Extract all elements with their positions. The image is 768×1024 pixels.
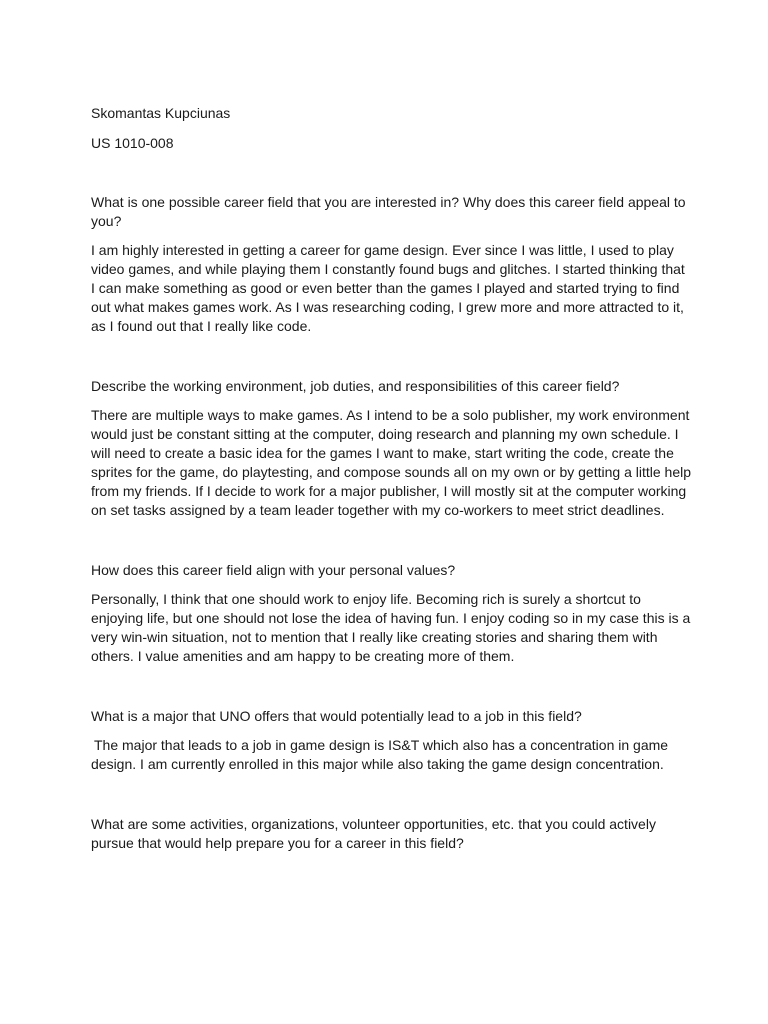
section-uno-major [91, 707, 691, 774]
question-text: What are some activities, organizations, volunteer opportunities, etc. that you could actively pursue that would help prepare you for a career in this field? [91, 816, 656, 851]
section-activities [91, 815, 691, 853]
answer-text: Personally, I think that one should work to enjoy life. Becoming rich is surely a shortcut to enjoying life, but one should not lose the idea of having fun. I enjoy coding so in my case this is a very win-win situation, not to mention that I really like creating stories and sharing them with others. I value amenities and am happy to be creating more of them. [91, 591, 691, 664]
answer-text: I am highly interested in getting a career for game design. Ever since I was little, I used to play video games, and while playing them I constantly found bugs and glitches. I started thinking that I can make something as good or even better than the games I played and started trying to find out what makes games work. As I was researching coding, I grew more and more attracted to it, as I found out that I really like code. [91, 242, 685, 334]
answer-text: There are multiple ways to make games. As I intend to be a solo publisher, my work environment would just be constant sitting at the computer, doing research and planning my own schedule. I will need to create a basic idea for the games I want to make, start writing the code, create the sprites for the game, do playtesting, and compose sounds all on my own or by getting a little help from my friends. If I decide to work for a major publisher, I will mostly sit at the computer working on set tasks assigned by a team leader together with my co-workers to meet strict deadlines. [91, 407, 692, 518]
section-career-field [91, 193, 691, 336]
question-text: What is one possible career field that you are interested in? Why does this career field appeal to you? [91, 194, 686, 229]
answer-text: The major that leads to a job in game design is IS&T which also has a concentration in game design. I am currently enrolled in this major while also taking the game design concentration. [91, 737, 669, 772]
document-page [91, 104, 691, 894]
course-code: US 1010-008 [91, 135, 174, 151]
section-working-environment [91, 377, 691, 520]
question-text: How does this career field align with your personal values? [91, 562, 456, 578]
author-name: Skomantas Kupciunas [91, 105, 231, 121]
section-personal-values [91, 561, 691, 666]
question-text: What is a major that UNO offers that would potentially lead to a job in this field? [91, 708, 582, 724]
question-text: Describe the working environment, job duties, and responsibilities of this career field? [91, 378, 620, 394]
